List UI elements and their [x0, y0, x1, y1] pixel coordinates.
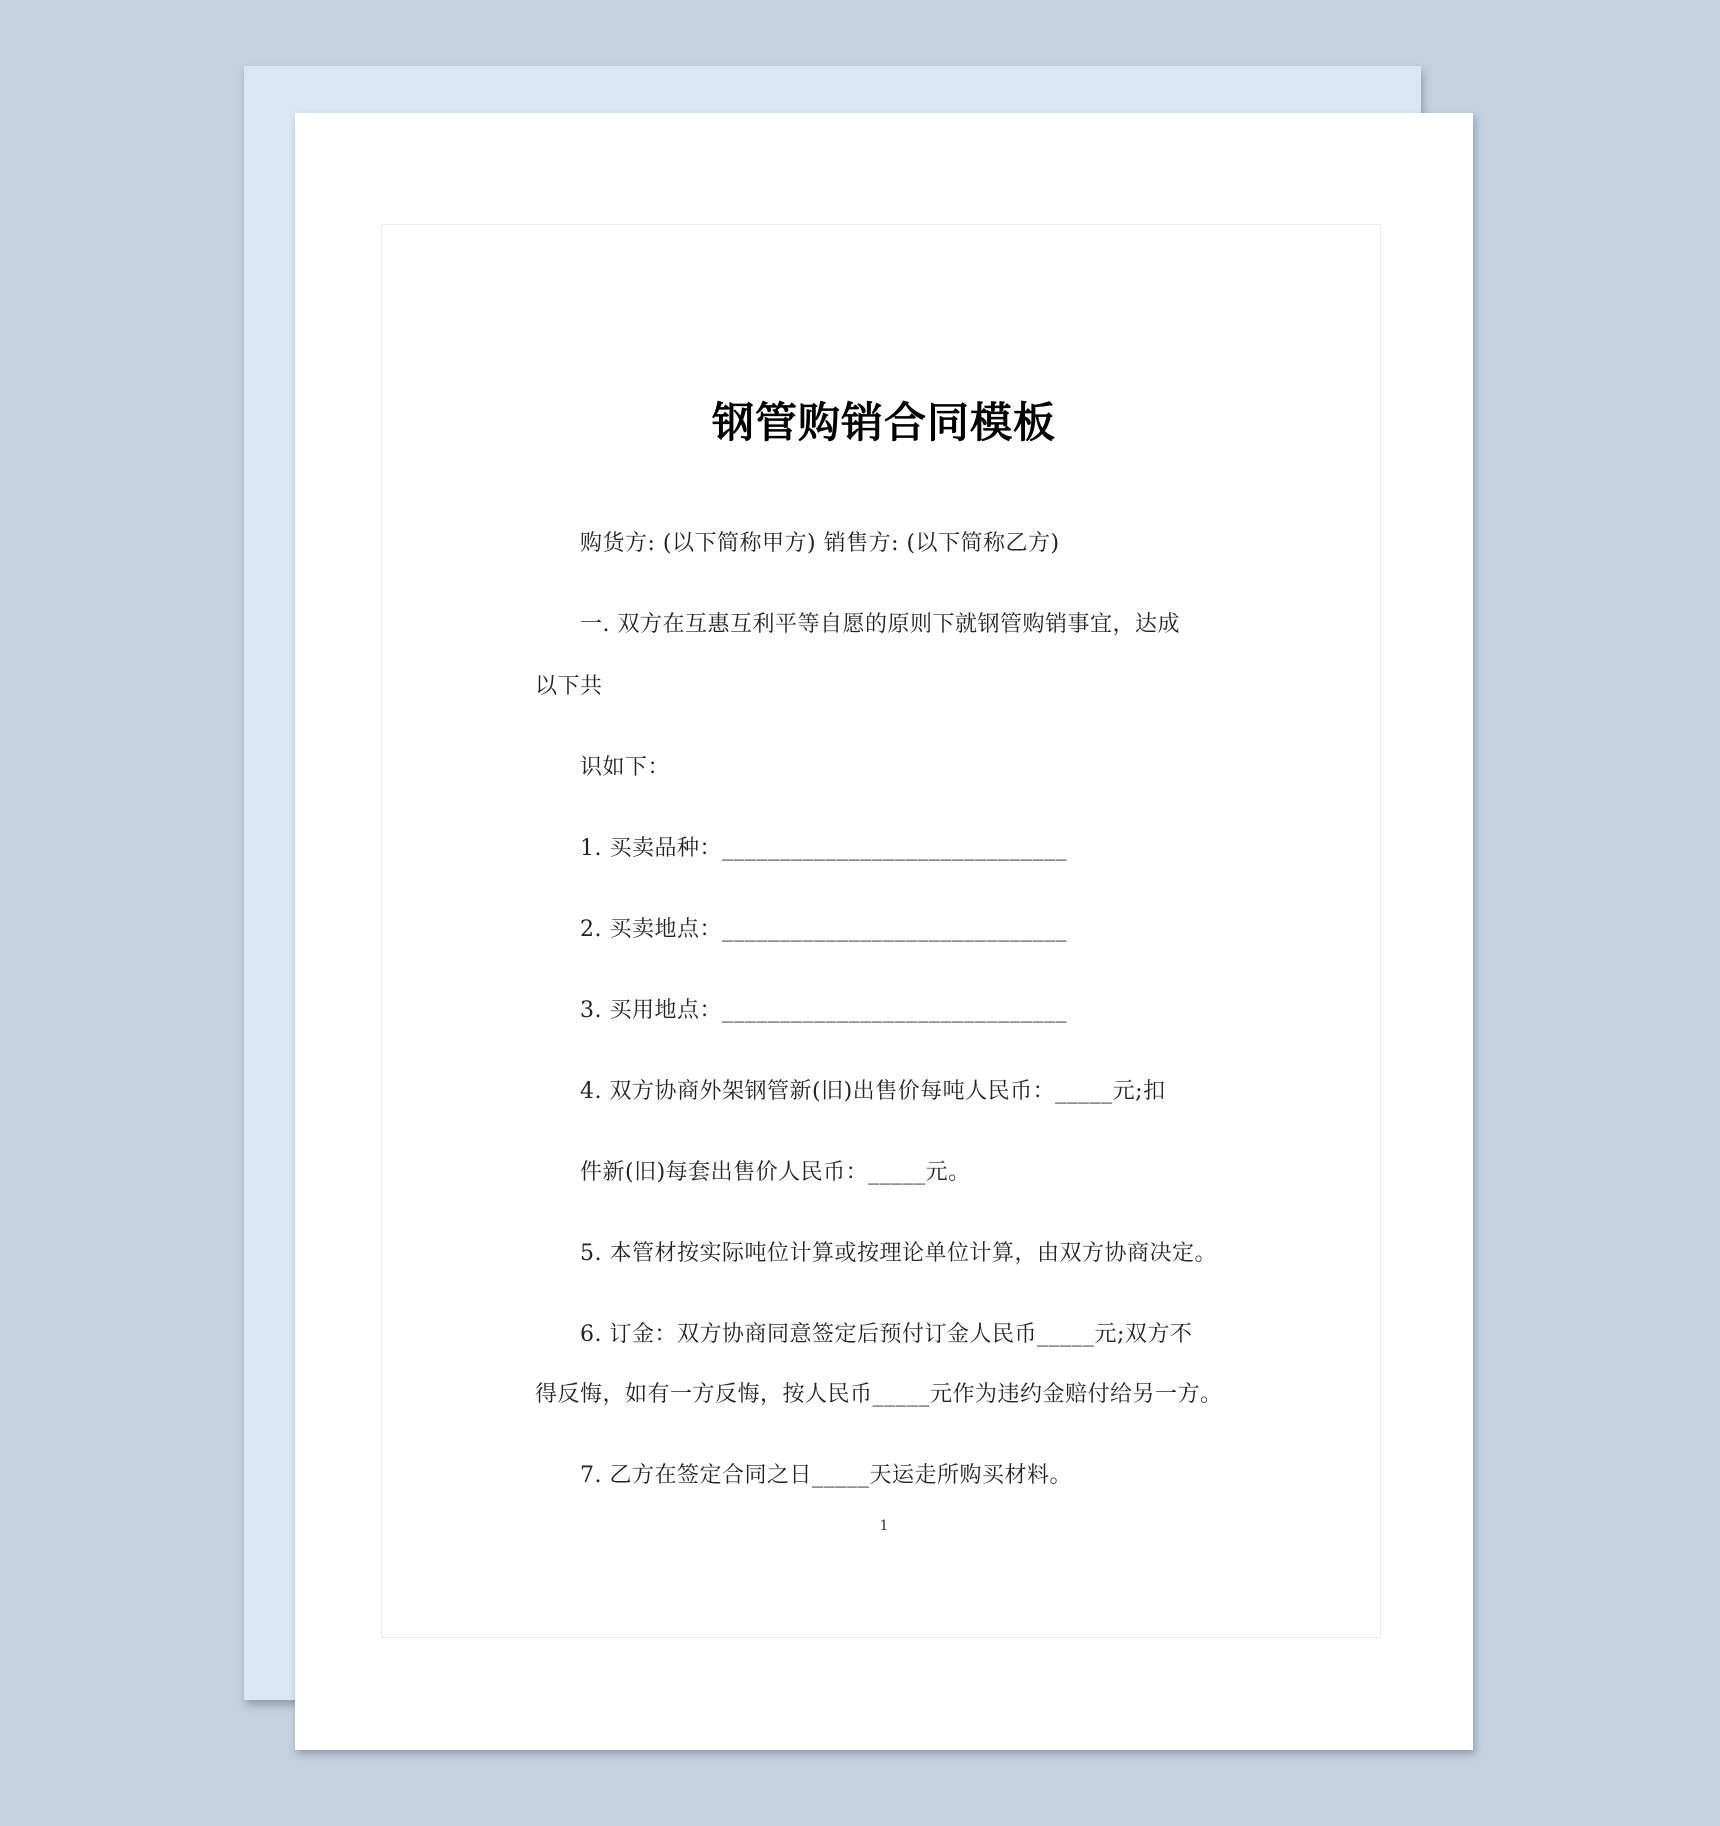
clause-intro-continued: 以下共: [535, 674, 603, 699]
item-5-calculation-method: 5. 本管材按实际吨位计算或按理论单位计算，由双方协商决定。: [580, 1241, 1217, 1266]
clause-intro-line: 一. 双方在互惠互利平等自愿的原则下就钢管购销事宜，达成: [580, 612, 1180, 637]
page-number: 1: [879, 1518, 889, 1534]
front-page-sheet: [295, 113, 1473, 1750]
document-title: 钢管购销合同模板: [711, 398, 1056, 447]
item-3-use-location: 3. 买用地点：______________________________: [580, 998, 1067, 1023]
item-4-price-per-ton: 4. 双方协商外架钢管新(旧)出售价每吨人民币：_____元;扣: [580, 1079, 1166, 1104]
item-7-pickup-deadline: 7. 乙方在签定合同之日_____天运走所购买材料。: [580, 1463, 1072, 1488]
item-1-trade-variety: 1. 买卖品种：______________________________: [580, 836, 1067, 861]
item-6-deposit: 6. 订金：双方协商同意签定后预付订金人民币_____元;双方不: [580, 1322, 1193, 1347]
parties-line: 购货方: (以下简称甲方) 销售方: (以下简称乙方): [580, 531, 1060, 556]
agreement-heading: 识如下：: [580, 755, 671, 780]
item-6-penalty: 得反悔，如有一方反悔，按人民币_____元作为违约金赔付给另一方。: [535, 1382, 1223, 1407]
item-4-fastener-price: 件新(旧)每套出售价人民币：_____元。: [580, 1160, 971, 1185]
item-2-trade-location: 2. 买卖地点：______________________________: [580, 917, 1067, 942]
